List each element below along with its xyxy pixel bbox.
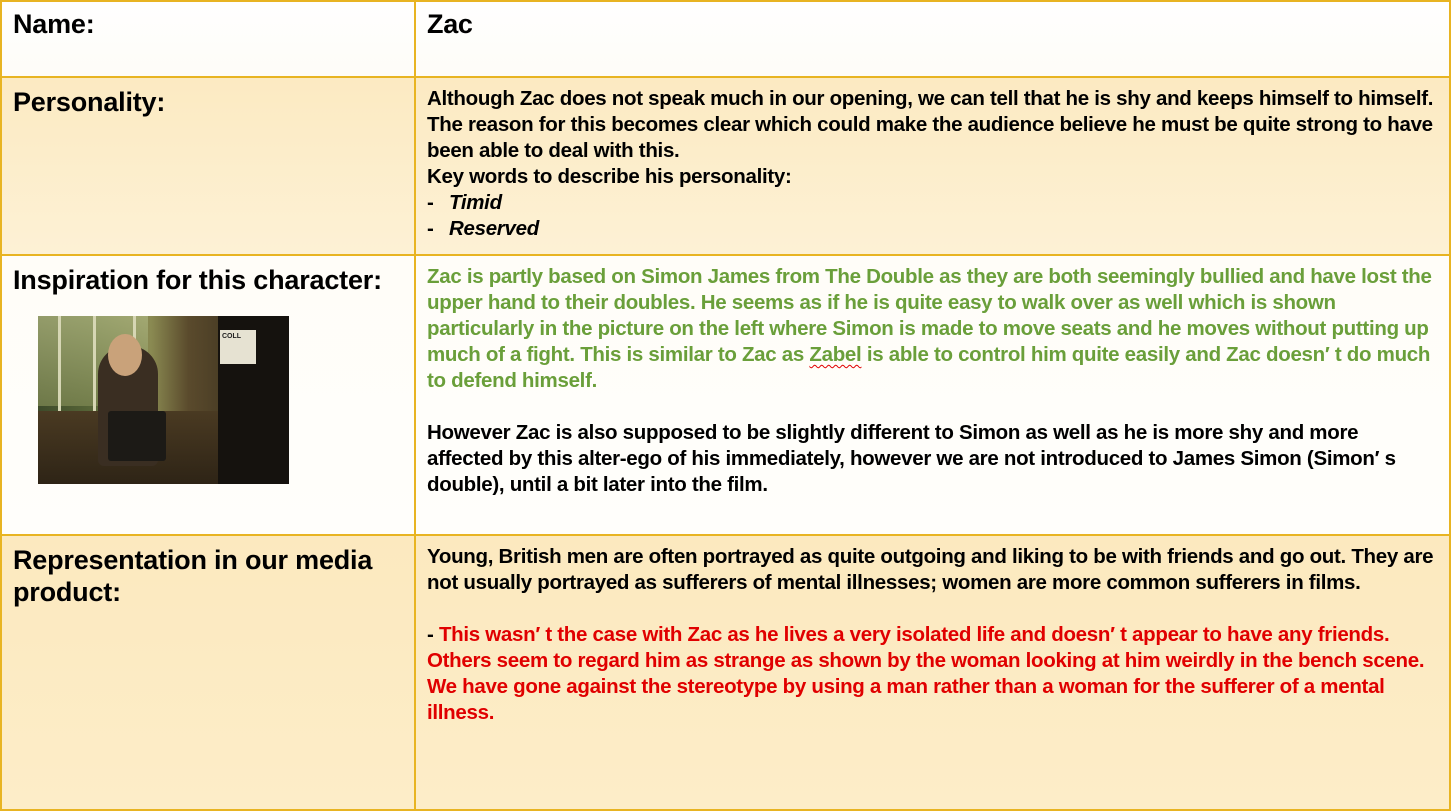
green-text-after: is able to control him quite easily and Zac doesn′ t do much to defend himself. (427, 343, 1431, 392)
inspiration-value-cell (415, 255, 1450, 535)
keyword-item (427, 216, 1439, 242)
personality-label: Personality: (13, 87, 166, 117)
row-representation (1, 535, 1450, 810)
bullet-dash: - (427, 191, 434, 214)
window-bar (58, 316, 61, 426)
personality-value-cell (415, 77, 1450, 255)
representation-paragraph: Young, British men are often portrayed as quite outgoing and liking to be with friends and go out. They are not usually portrayed as sufferers of mental illnesses; women are more common sufferers in films. (427, 545, 1434, 594)
keyword-item (427, 190, 1439, 216)
inspiration-value (416, 256, 1449, 498)
window-bar (93, 316, 96, 426)
paragraph-gap (427, 596, 1439, 622)
name-label-cell (1, 1, 415, 77)
red-text: This wasn′ t the case with Zac as he lives a very isolated life and doesn′ t appear to have any friends. Others seem to regard him as strange as shown by the woman looking at him weirdly in the bench scene. We have gone against the stereotype by using a man rather than a woman for the sufferer of a mental illness. (427, 623, 1425, 724)
briefcase (108, 411, 166, 461)
name-value-cell (415, 1, 1450, 77)
film-still-image (38, 316, 289, 484)
red-prefix: - (427, 623, 439, 646)
representation-value (416, 536, 1449, 726)
row-inspiration (1, 255, 1450, 535)
film-still-wrapper (2, 296, 414, 484)
row-name (1, 1, 1450, 77)
bullet-dash: - (427, 217, 434, 240)
inspiration-label: Inspiration for this character: (13, 265, 382, 295)
keywords-intro: Key words to describe his personality: (427, 165, 792, 188)
keyword-text: Timid (449, 191, 502, 214)
representation-red-paragraph (427, 622, 1439, 726)
name-label: Name: (13, 9, 95, 39)
inspiration-green-paragraph (427, 264, 1439, 394)
keyword-text: Reserved (449, 217, 539, 240)
representation-label-cell (1, 535, 415, 810)
man-head (108, 334, 142, 376)
newspaper (220, 330, 256, 364)
personality-value (416, 78, 1449, 242)
personality-description: Although Zac does not speak much in our opening, we can tell that he is shy and keeps himself to himself. The reason for this becomes clear which could make the audience believe he must be quite strong to have been able to deal with this. (427, 87, 1434, 162)
inspiration-black-paragraph: However Zac is also supposed to be slightly different to Simon as well as he is more shy and more affected by this alter-ego of his immediately, however we are not introduced to James Simon (Simon′ s double), until a bit later into the film. (427, 421, 1396, 496)
representation-label: Representation in our media product: (13, 545, 373, 607)
spellcheck-flagged-word: Zabel (809, 343, 862, 366)
newspaper-caption: COLL (222, 333, 242, 340)
green-text-before: Zac is partly based on Simon James from The Double as they are both seemingly bullied and have lost the upper hand to their doubles. He seems as if he is quite easy to walk over as well which is shown particularly in the picture on the left where Simon is made to move seats and he moves without putting up much of a fight. This is similar to Zac as (427, 265, 1432, 366)
personality-label-cell (1, 77, 415, 255)
inspiration-label-cell (1, 255, 415, 535)
representation-value-cell (415, 535, 1450, 810)
name-value: Zac (427, 9, 473, 39)
paragraph-gap (427, 394, 1439, 420)
row-personality (1, 77, 1450, 255)
